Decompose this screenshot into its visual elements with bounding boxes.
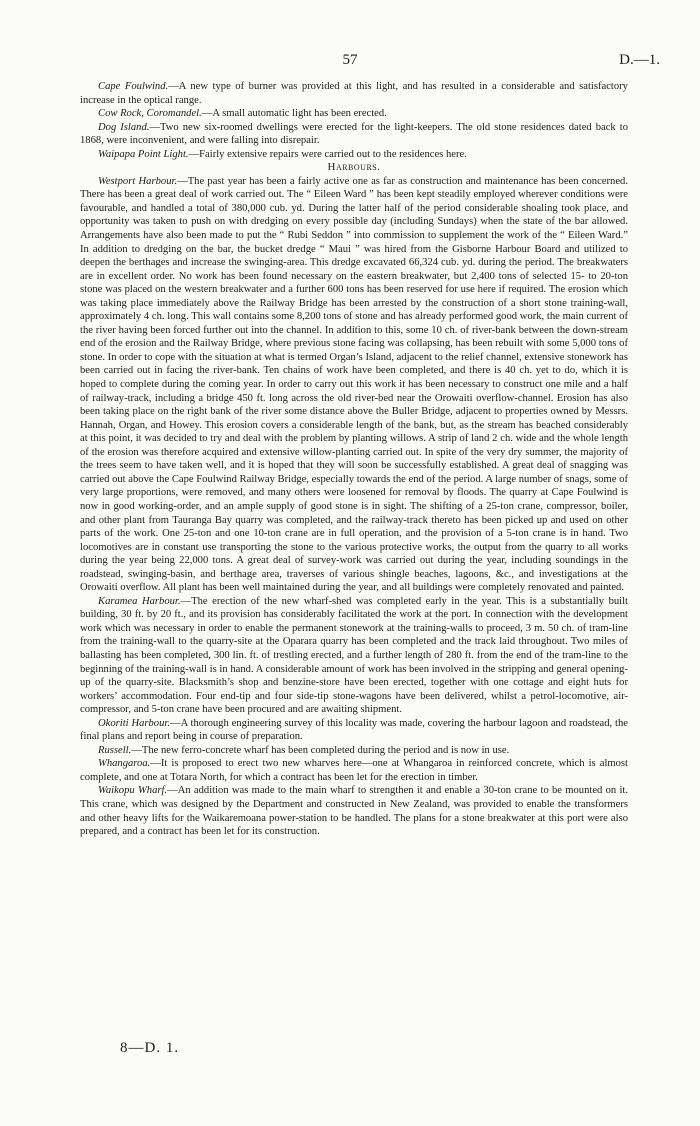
paragraph-text: —It is proposed to erect two new wharves here—one at Whangaroa in reinforced concrete, which is almost complete, and one at Totara North, for which a contract has been let for the erection in timber. — [80, 758, 628, 783]
document-code: D.—1. — [619, 52, 660, 68]
paragraph-okoriti-harbour — [80, 717, 628, 744]
paragraph-title: Cow Rock, Coromandel. — [98, 108, 202, 120]
paragraph-text: —Fairly extensive repairs were carried out to the residences here. — [188, 148, 467, 160]
paragraph-text: —The erection of the new wharf-shed was completed early in the year. This is a substantially built building, 30 ft. by 20 ft., and its provision has considerably facilitated the work at the port. In connection with the development work which was necessary in order to enable the permanent stonework at the training-walls to proceed, 3 m. 50 ch. of tram-line from the training-wall to the quarry-site at the Oparara quarry has been completed and the track laid throughout. Two miles of ballasting has been completed, 300 lin. ft. of trestling erected, and a further length of 280 ft. from the end of the tram-line to the beginning of the training-wall is in hand. A considerable amount of work has been involved in the stripping and general opening-up of the quarry-site. Blacksmith’s shop and benzine-store have been erected, together with one cottage and eight huts for workers’ accommodation. Four end-tip and four side-tip stone-wagons have been delivered, whilst a petrol-locomotive, air-compressor, and 5-ton crane have been procured and are awaiting shipment. — [80, 595, 628, 716]
paragraph-text: —A thorough engineering survey of this locality was made, covering the harbour lagoon and roadstead, the final plans and report being in course of preparation. — [80, 717, 628, 743]
paragraph-dog-island — [80, 121, 628, 148]
paragraph-text: —The new ferro-concrete wharf has been completed during the period and is now in use. — [131, 744, 510, 756]
paragraph-text: —The past year has been a fairly active one as far as construction and maintenance has been concerned. There has been a great deal of work carried out. The “ Eileen Ward ” has been kept steadily employed wherever conditions were favourable, and handled a total of 380,000 cub. yd. During the latter half of the period considerable shoaling took place, and opportunity was taken to push on with dredging on every possible day (including Sundays) when the state of the bar allowed. Arrangements have also been made to put the “ Rubi Seddon ” into commission to supplement the work of the “ Eileen Ward.” In addition to dredging on the bar, the bucket dredge “ Maui ” was hired from the Gisborne Harbour Board and utilized to deepen the berthages and increase the swinging-area. This dredge excavated 66,324 cub. yd. during the period. The breakwaters are in excellent order. No work has been found necessary on the eastern breakwater, but 2,400 tons of selected 15- to 20-ton stone was placed on the western breakwater and a further 600 tons has been reserved for use here if required. The erosion which was taking place immediately above the Railway Bridge has been arrested by the construction of a short stone training-wall, approximately 4 ch. long. This wall contains some 8,200 tons of stone and has already performed good work, the main current of the river having been forced further out into the channel. In addition to this, some 10 ch. of river-bank between the down-stream end of the erosion and the Railway Bridge, where previous stone facing was collapsing, has been rebuilt with some 5,000 tons of stone. In order to cope with the situation at what is termed Organ’s Island, adjacent to the relief channel, extensive stonework has been carried out in facing the river-bank. Ten chains of work have been completed, and there is 40 ch. yet to do, which it is hoped to complete during the coming year. In order to carry out this work it has been necessary to construct one mile and a half of railway-track, including a bridge 450 ft. long across the old river-bed near the Orowaiti overflow-channel. Erosion has also been taking place on the right bank of the river some distance above the Buller Bridge, adjacent to properties owned by Messrs. Hannah, Organ, and Howey. This erosion covers a considerable length of the bank, but, as the stream has beached considerably at this point, it was decided to try and deal with the problem by planting willows. A strip of land 2 ch. wide and the whole length of the erosion was therefore acquired and extensive willow-planting carried out. In spite of the very dry summer, the majority of the trees seem to have taken well, and it is hoped that they will soon be successfully established. A great deal of snagging was carried out above the Cape Foulwind Railway Bridge, especially towards the end of the period. A large number of snags, some of very large proportions, were removed, and many others were loosened for removal by floods. The quarry at Cape Foulwind is now in good working-order, and an ample supply of good stone is in sight. The shifting of a 25-ton crane, compressor, boiler, and other plant from Tauranga Bay quarry was completed, and the railway-track thereto has been picked up and used on other parts of the work. One 25-ton and one 10-ton crane are in full operation, and the provision of a 5-ton crane is in hand. Two locomotives are in constant use transporting the stone to the various protective works, the output from the quarry to all works during the year being 22,000 tons. A great deal of survey-work was carried out during the year, including soundings in the roadstead, swinging-basin, and berthage area, traverses of various shingle beaches, lagoons, &c., and investigations at the Orowaiti overflow. All plant has been well maintained during the year, and all buildings were completely renovated and painted. — [80, 175, 628, 594]
body-text — [80, 80, 628, 839]
paragraph-text: —A new type of burner was provided at this light, and has resulted in a considerable and satisfactory increase in the optical range. — [80, 81, 628, 106]
paragraph-cape-foulwind — [80, 80, 628, 107]
paragraph-westport-harbour — [80, 175, 628, 595]
paragraph-text: —Two new six-roomed dwellings were erected for the light-keepers. The old stone residences dated back to 1868, were inconvenient, and were falling into disrepair. — [80, 121, 628, 147]
paragraph-title: Cape Foulwind. — [98, 81, 169, 92]
paragraph-title: Karamea Harbour. — [98, 595, 181, 607]
paragraph-whangaroa — [80, 757, 628, 784]
paragraph-title: Westport Harbour. — [98, 175, 178, 187]
paragraph-title: Waipapa Point Light. — [98, 148, 189, 160]
page-number: 57 — [342, 52, 358, 68]
paragraph-text: —An addition was made to the main wharf to strengthen it and enable a 30-ton crane to be mounted on it. This crane, which was designed by the Department and constructed in New Zealand, was provided to enable the transformers and other heavy lifts for the Waikaremoana power-station to be handled. The plans for a stone breakwater at this port were also prepared, and a contract has been let for its construction. — [80, 785, 628, 838]
paragraph-title: Dog Island. — [98, 121, 150, 133]
paragraph-title: Waikopu Wharf. — [98, 785, 168, 797]
paragraph-title: Russell. — [98, 744, 132, 756]
section-heading: Harbours. — [327, 161, 381, 174]
paragraph-text: —A small automatic light has been erected. — [201, 108, 387, 120]
page-signature: 8—D. 1. — [120, 1040, 180, 1056]
paragraph-waikopu-wharf — [80, 784, 628, 838]
paragraph-title: Whangaroa. — [98, 758, 151, 770]
paragraph-waipapa-point — [80, 148, 628, 162]
paragraph-title: Okoriti Harbour. — [98, 717, 170, 729]
paragraph-russell — [80, 744, 628, 758]
paragraph-karamea-harbour — [80, 595, 628, 717]
paragraph-cow-rock — [80, 107, 628, 121]
